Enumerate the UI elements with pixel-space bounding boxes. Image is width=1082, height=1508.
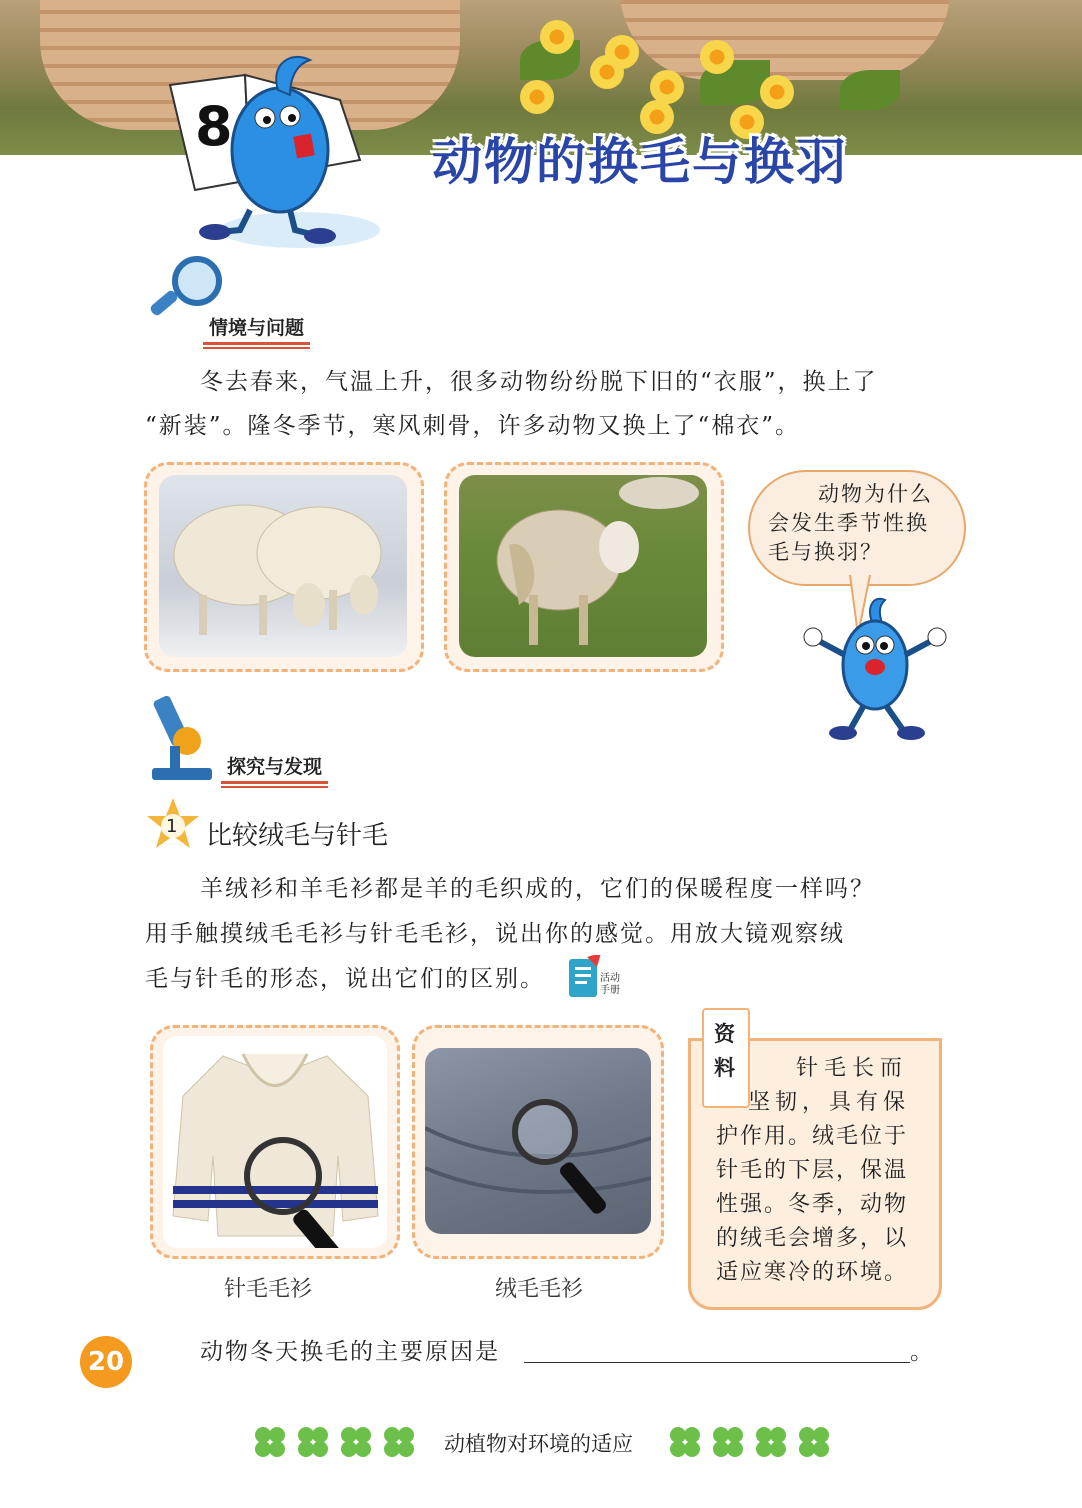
- info-line7: 适应寒冷的环境。: [716, 1260, 909, 1285]
- sheep-molting-photo: [459, 475, 707, 657]
- caption-guard-hair-sweater: 针毛毛衫: [224, 1277, 313, 1302]
- context-paragraph-line1: 冬去春来，气温上升，很多动物纷纷脱下旧的“衣服”，换上了: [200, 369, 878, 395]
- activity-line3: 毛与针毛的形态，说出它们的区别。: [145, 966, 545, 992]
- lesson-title: 动物的换毛与换羽: [432, 133, 848, 191]
- photo-frame-guard-hair-sweater: [150, 1025, 400, 1259]
- info-line6: 的绒毛会增多，以: [716, 1226, 909, 1251]
- answer-blank[interactable]: [524, 1362, 910, 1363]
- caption-cashmere-sweater: 绒毛毛衫: [495, 1277, 584, 1302]
- info-tag-char2: 料: [714, 1056, 735, 1080]
- speech-line3: 毛与换羽？: [768, 540, 883, 564]
- cashmere-sweater-photo: [425, 1048, 651, 1234]
- activity-line1: 羊绒衫和羊毛衫都是羊的毛织成的，它们的保暖程度一样吗？: [200, 876, 875, 902]
- mascot-icon: [795, 595, 955, 745]
- footer-unit-title: 动植物对环境的适应: [444, 1432, 633, 1456]
- footer-clovers-right: [665, 1422, 835, 1462]
- context-paragraph-line2: “新装”。隆冬季节，寒风刺骨，许多动物又换上了“棉衣”。: [145, 413, 801, 439]
- info-line4: 针毛的下层，保温: [716, 1158, 909, 1183]
- speech-line2: 会发生季节性换: [768, 511, 929, 535]
- speech-line1: 动物为什么: [818, 482, 933, 506]
- speech-bubble: [748, 470, 966, 586]
- handbook-icon[interactable]: [567, 955, 627, 1001]
- activity-number: 1: [166, 816, 178, 837]
- microscope-icon: [142, 686, 222, 786]
- section-label-context: 情境与问题: [203, 313, 310, 345]
- info-tag-char1: 资: [714, 1022, 735, 1046]
- handbook-label-1: 活动: [600, 973, 620, 984]
- activity-title: 比较绒毛与针毛: [206, 821, 389, 851]
- info-line5: 性强。冬季，动物: [716, 1192, 909, 1217]
- activity-line2: 用手触摸绒毛毛衫与针毛毛衫，说出你的感觉。用放大镜观察绒: [145, 921, 845, 947]
- section-label-explore: 探究与发现: [221, 752, 328, 784]
- svg-text:8: 8: [195, 95, 233, 158]
- info-line3: 护作用。绒毛位于: [716, 1124, 909, 1149]
- info-tag: [702, 1008, 750, 1108]
- sheep-snow-photo: [159, 475, 407, 657]
- page-number: 20: [80, 1336, 132, 1388]
- info-line2: 坚韧，具有保: [748, 1090, 911, 1115]
- photo-frame-sheep-molting: [444, 462, 724, 672]
- photo-frame-cashmere-sweater: [412, 1025, 664, 1259]
- question-end: 。: [910, 1339, 935, 1365]
- guard-hair-sweater-photo: [163, 1036, 387, 1248]
- question-text: 动物冬天换毛的主要原因是: [200, 1339, 500, 1365]
- info-line1: 针毛长而: [796, 1056, 909, 1081]
- footer-clovers-left: [250, 1422, 420, 1462]
- mascot-book-icon: [150, 40, 390, 250]
- handbook-label-2: 手册: [600, 985, 620, 996]
- photo-frame-sheep-winter: [144, 462, 424, 672]
